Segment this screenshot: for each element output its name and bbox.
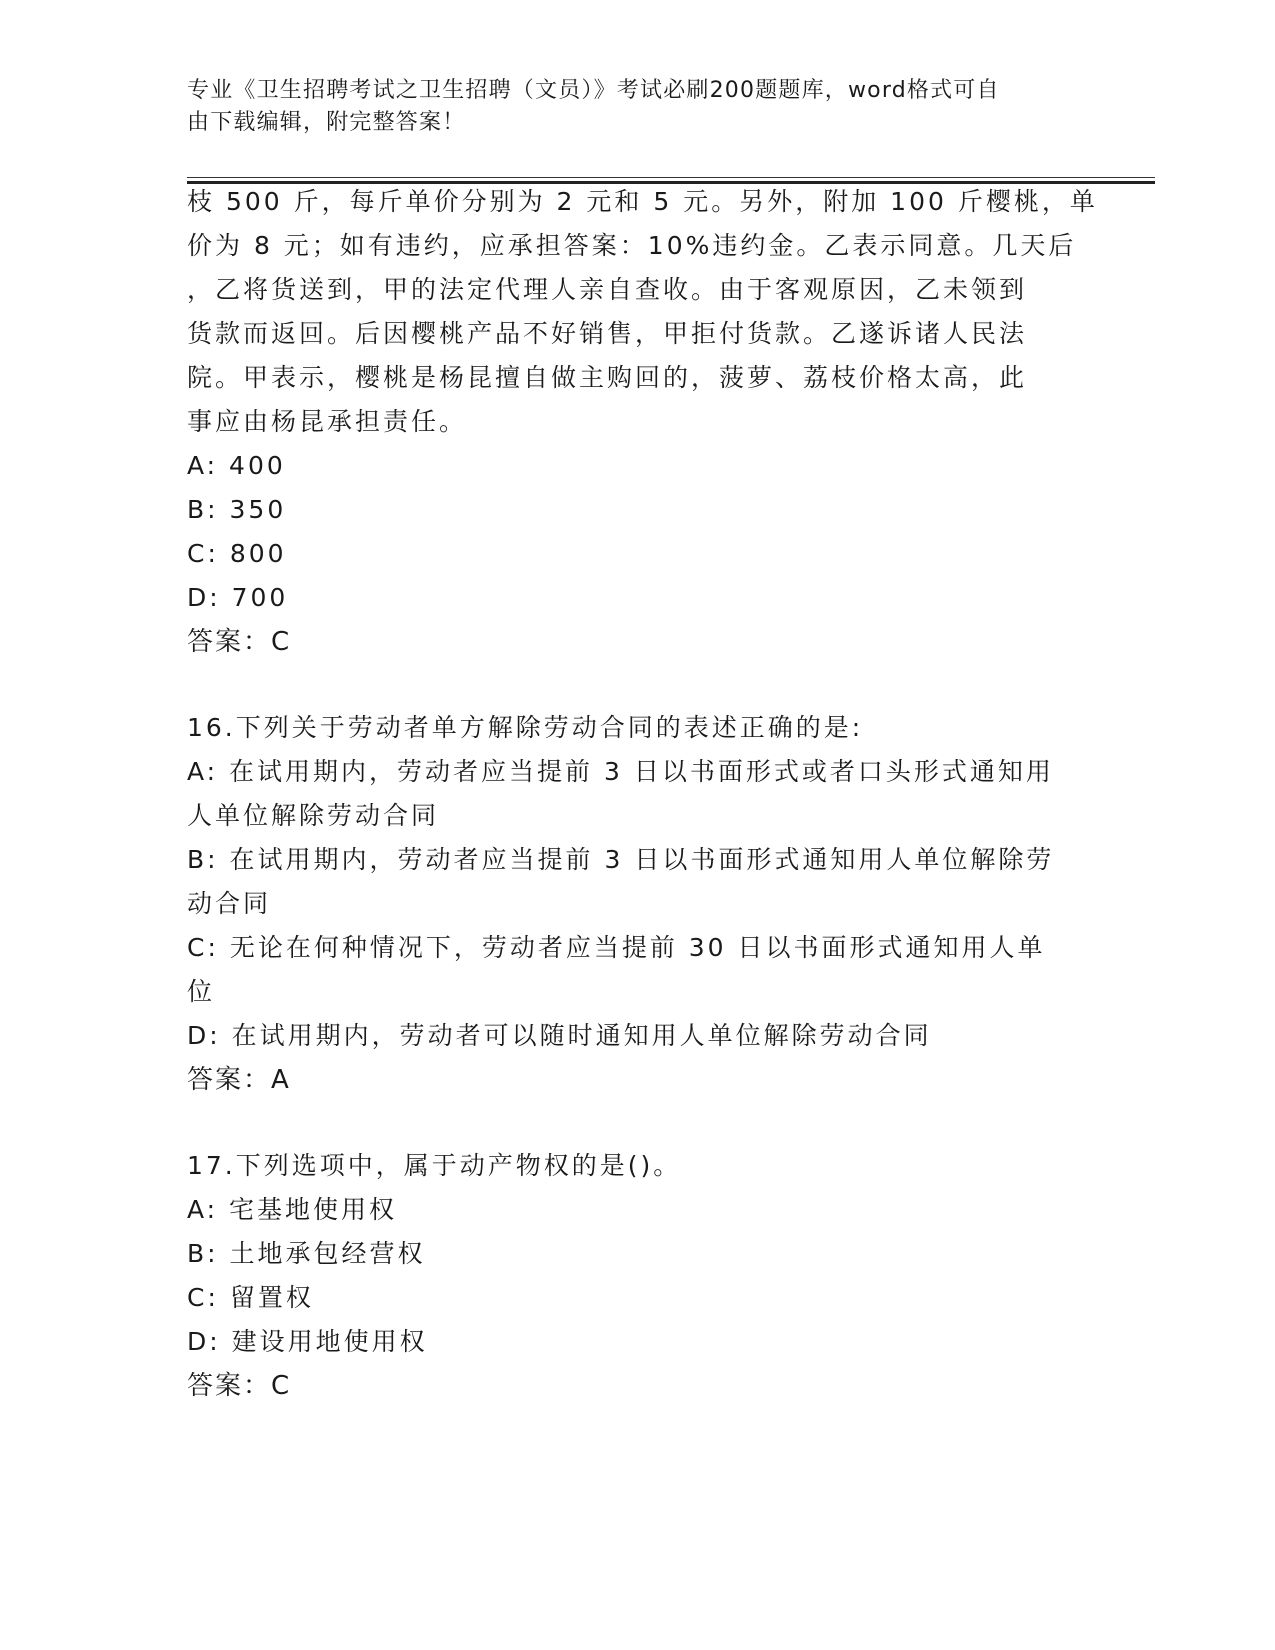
q16-option-line: 位 — [187, 977, 216, 1006]
header-title-line-1: 专业《卫生招聘考试之卫生招聘（文员）》考试必刷200题题库，word格式可自 — [187, 78, 1000, 103]
header-divider-thin — [187, 177, 1155, 178]
q17-option-a: A: 宅基地使用权 — [187, 1195, 398, 1224]
q16-option-line: A: 在试用期内，劳动者应当提前 3 日以书面形式或者口头形式通知用 — [187, 757, 1054, 786]
q15-option-b: B: 350 — [187, 495, 287, 524]
q15-option-a: A: 400 — [187, 451, 286, 480]
document-header — [187, 75, 1067, 139]
q17-option-b: B: 土地承包经营权 — [187, 1239, 426, 1268]
q15-stem-line: 货款而返回。后因樱桃产品不好销售，甲拒付货款。乙遂诉诸人民法 — [187, 319, 1028, 348]
q15-stem-line: 院。甲表示，樱桃是杨昆擅自做主购回的，菠萝、荔枝价格太高，此 — [187, 363, 1028, 392]
q17-option-d: D: 建设用地使用权 — [187, 1327, 428, 1356]
q15-answer: 答案：C — [187, 627, 292, 657]
q15-stem-line: 枝 500 斤，每斤单价分别为 2 元和 5 元。另外，附加 100 斤樱桃，单 — [187, 187, 1098, 216]
q16-option-line: 动合同 — [187, 889, 272, 918]
q15-option-c: C: 800 — [187, 539, 287, 568]
q15-stem-line: 事应由杨昆承担责任。 — [187, 407, 468, 436]
q16-option-line: 人单位解除劳动合同 — [187, 801, 440, 830]
q16-question: 16.下列关于劳动者单方解除劳动合同的表述正确的是: — [187, 713, 864, 742]
q17-question: 17.下列选项中，属于动产物权的是()。 — [187, 1151, 682, 1180]
q17-option-c: C: 留置权 — [187, 1283, 314, 1312]
q17-answer: 答案：C — [187, 1371, 292, 1401]
q15-stem-line: ，乙将货送到，甲的法定代理人亲自查收。由于客观原因，乙未领到 — [187, 275, 1028, 304]
q15-stem-line: 价为 8 元；如有违约，应承担答案：10%违约金。乙表示同意。几天后 — [187, 231, 1077, 260]
header-divider-thick — [187, 181, 1155, 184]
header-title-line-2: 由下载编辑，附完整答案！ — [187, 110, 466, 135]
q16-option-line: C: 无论在何种情况下，劳动者应当提前 30 日以书面形式通知用人单 — [187, 933, 1046, 962]
q16-answer: 答案：A — [187, 1065, 291, 1095]
q16-option-line: B: 在试用期内，劳动者应当提前 3 日以书面形式通知用人单位解除劳 — [187, 845, 1055, 874]
q16-option-line: D: 在试用期内，劳动者可以随时通知用人单位解除劳动合同 — [187, 1021, 932, 1050]
q15-option-d: D: 700 — [187, 583, 289, 612]
